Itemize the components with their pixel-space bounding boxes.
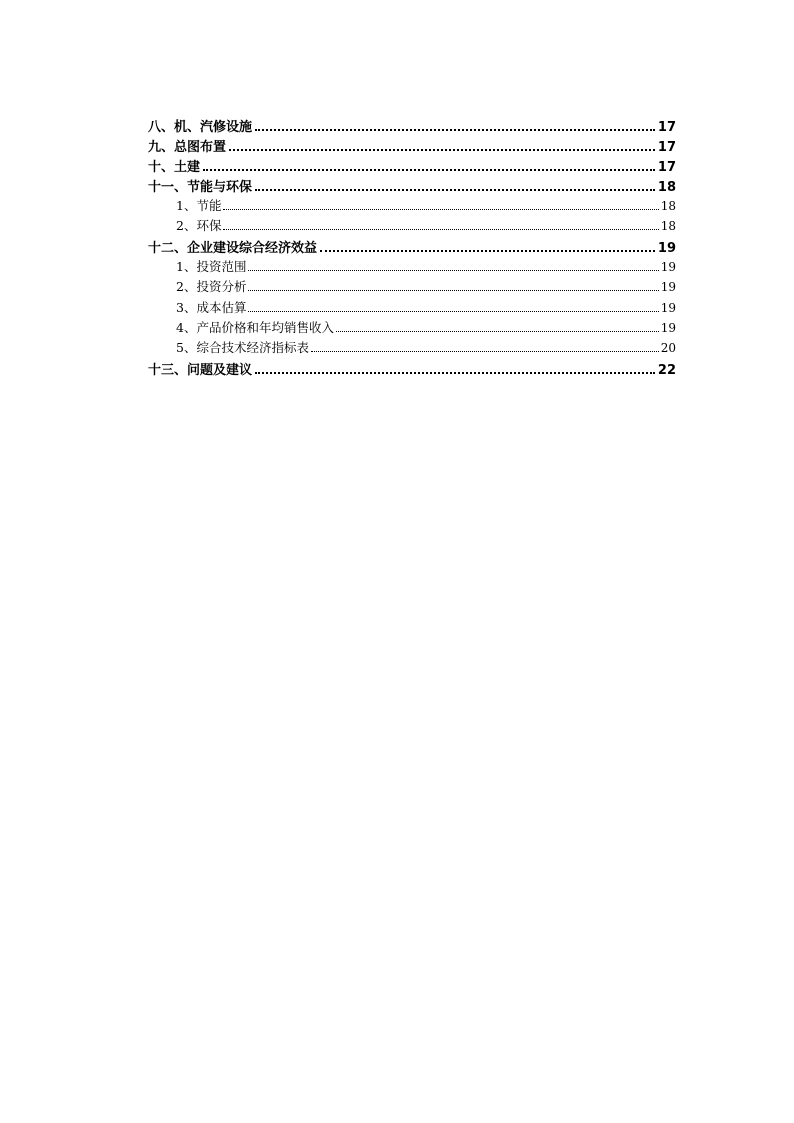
toc-subentry[interactable] <box>148 216 676 236</box>
dot-leader <box>311 351 659 352</box>
toc-subentry-page: 18 <box>660 219 676 234</box>
toc-entry-page: 17 <box>657 140 676 155</box>
toc-entry-title: 八、机、汽修设施 <box>148 120 253 135</box>
toc-subentry[interactable] <box>148 257 676 277</box>
toc-subentry-title: 2、投资分析 <box>176 279 247 295</box>
toc-entry[interactable] <box>148 156 676 176</box>
toc-entry-title: 十三、问题及建议 <box>148 362 253 378</box>
toc-subentry-page: 19 <box>660 300 676 315</box>
toc-subentry-page: 19 <box>660 280 676 295</box>
table-of-contents <box>148 116 676 379</box>
toc-subentry[interactable] <box>148 318 676 338</box>
toc-subentry[interactable] <box>148 338 676 358</box>
toc-subentry-page: 20 <box>660 341 676 356</box>
toc-entry[interactable] <box>148 116 676 136</box>
toc-entry-page: 19 <box>657 240 676 256</box>
toc-subentry-title: 1、投资范围 <box>176 258 247 274</box>
toc-entry-page: 22 <box>657 362 676 378</box>
dot-leader <box>223 229 658 230</box>
dot-leader <box>203 169 655 171</box>
dot-leader <box>248 270 658 271</box>
toc-entry-page: 17 <box>657 120 676 135</box>
dot-leader <box>336 331 659 332</box>
toc-entry[interactable] <box>148 359 676 379</box>
toc-entry-title: 十二、企业建设综合经济效益 <box>148 240 318 256</box>
toc-subentry-title: 2、环保 <box>176 218 222 234</box>
dot-leader <box>248 311 658 312</box>
toc-entry-page: 17 <box>657 160 676 175</box>
toc-subentry[interactable] <box>148 196 676 216</box>
toc-subentry-page: 19 <box>660 259 676 274</box>
dot-leader <box>255 372 655 374</box>
toc-subentry-title: 3、成本估算 <box>176 299 247 315</box>
toc-entry[interactable] <box>148 176 676 196</box>
toc-subentry-page: 18 <box>660 199 676 213</box>
toc-entry-title: 九、总图布置 <box>148 140 227 155</box>
dot-leader <box>229 149 655 151</box>
dot-leader <box>248 290 658 291</box>
dot-leader <box>255 129 655 131</box>
toc-subentry[interactable] <box>148 277 676 297</box>
toc-subentry-title: 1、节能 <box>176 198 222 213</box>
dot-leader <box>223 209 658 210</box>
toc-entry-page: 18 <box>657 180 676 195</box>
toc-subentry-title: 4、产品价格和年均销售收入 <box>176 319 334 335</box>
toc-entry-title: 十、土建 <box>148 160 201 175</box>
toc-entry[interactable] <box>148 237 676 257</box>
toc-entry[interactable] <box>148 136 676 156</box>
toc-subentry-page: 19 <box>660 320 676 335</box>
toc-subentry[interactable] <box>148 298 676 318</box>
toc-entry-title: 十一、节能与环保 <box>148 180 253 195</box>
dot-leader <box>320 250 655 252</box>
toc-subentry-title: 5、综合技术经济指标表 <box>176 340 309 356</box>
dot-leader <box>255 189 655 191</box>
